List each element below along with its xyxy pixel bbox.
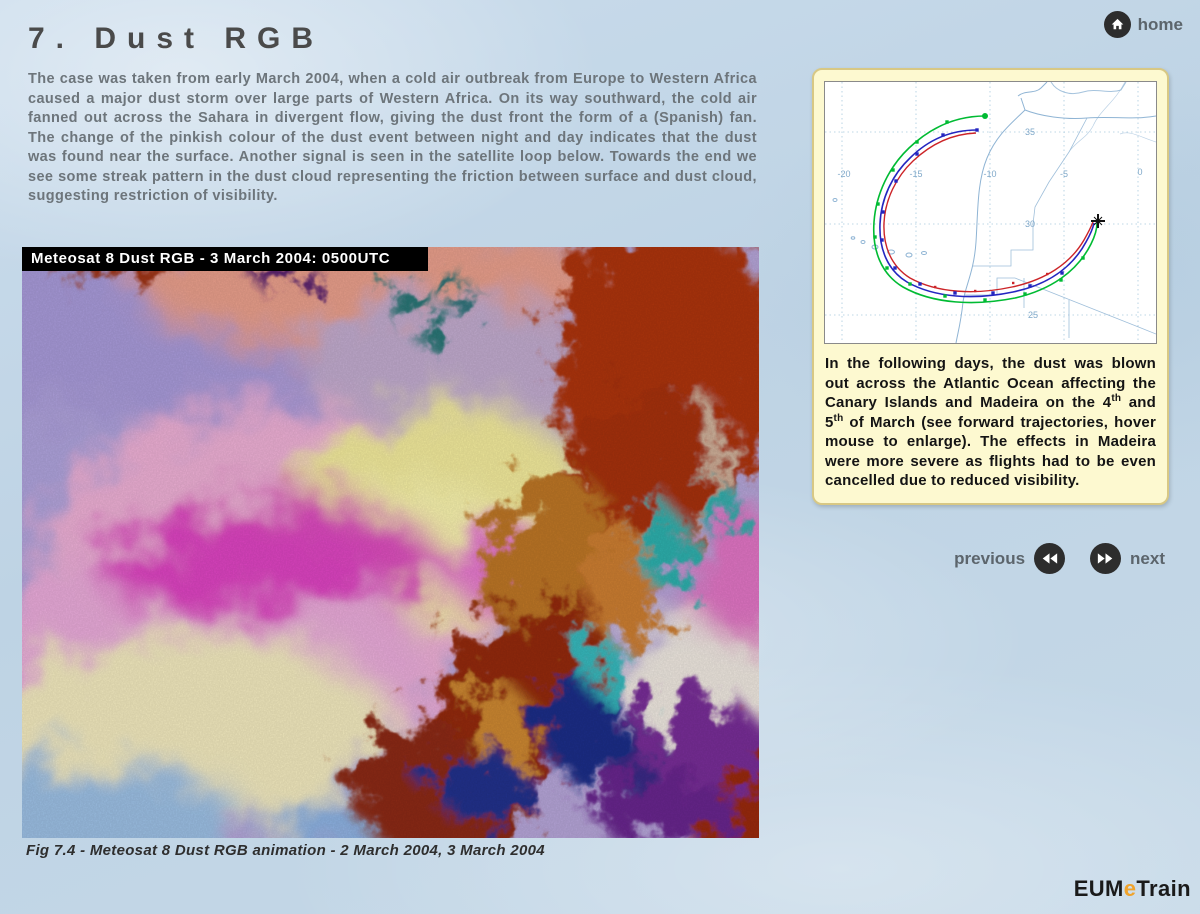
fast-forward-icon [1097,552,1114,565]
logo-part-train: Train [1136,876,1191,901]
trajectory-green-markers [873,113,1084,302]
panel-text-seg: of March (see forward trajectories, hover mouse to enlarge). The effects in Madeira were more severe as flights had to be even cancelled due to reduced visibility. [825,413,1156,489]
home-button[interactable] [1104,11,1183,38]
house-icon [1110,17,1125,32]
lat-label: 30 [1024,219,1036,229]
logo-part-e: e [1123,876,1137,901]
intro-paragraph: The case was taken from early March 2004, when a cold air outbreak from Europe to Western Africa caused a major dust storm over large parts of Western Africa. On its way southward, the cold air fanned out across the Sahara in divergent flow, giving the dust front the form of a (Spanish) fan. The change of the pinkish colour of the dust event between night and day indicates that the dust was found near the surface. Another signal is seen in the satellite loop below. Towards the end we see some streak pattern in the dust cloud representing the friction between surface and dust cloud, suggesting restriction of visibility. [28,71,757,204]
dust-rgb-satellite-image [22,247,759,838]
page-title: 7. Dust RGB [28,22,325,55]
previous-label[interactable]: previous [954,548,1026,568]
previous-button[interactable] [1034,543,1065,574]
lon-label: -10 [983,169,997,179]
panel-text [825,354,1156,491]
home-icon[interactable] [1104,11,1131,38]
panel-text-superscript: th [833,412,844,424]
figure-caption: Fig 7.4 - Meteosat 8 Dust RGB animation - 2 March 2004, 3 March 2004 [26,842,545,859]
satellite-figure [22,247,759,838]
panel-text-seg: In the following days, the dust was blown out across the Atlantic Ocean affecting the Canary Islands and Madeira on the 4 [825,355,1156,411]
lat-label: 25 [1027,310,1039,320]
lon-label: 0 [1137,167,1143,177]
pager-nav [954,543,1165,574]
rewind-icon [1041,552,1058,565]
home-label[interactable]: home [1137,14,1183,34]
figure-header-bar: Meteosat 8 Dust RGB - 3 March 2004: 0500UTC [22,247,428,271]
next-label[interactable]: next [1130,548,1165,568]
lon-label: -5 [1059,169,1069,179]
lon-label: -15 [909,169,923,179]
panel-text-seg: and 5 [825,394,1156,431]
next-button[interactable] [1090,543,1121,574]
trajectory-map[interactable] [824,81,1157,344]
side-panel [812,68,1169,505]
map-borders [964,82,1156,338]
panel-text-superscript: th [1111,393,1122,404]
eumetrain-logo [1074,876,1191,902]
trajectory-map-svg [825,82,1156,343]
logo-part-eum: EUM [1073,876,1124,901]
trajectory-red [884,133,1093,292]
lon-label: -20 [837,169,851,179]
lat-label: 35 [1024,127,1036,137]
trajectory-red-markers [934,273,1048,292]
